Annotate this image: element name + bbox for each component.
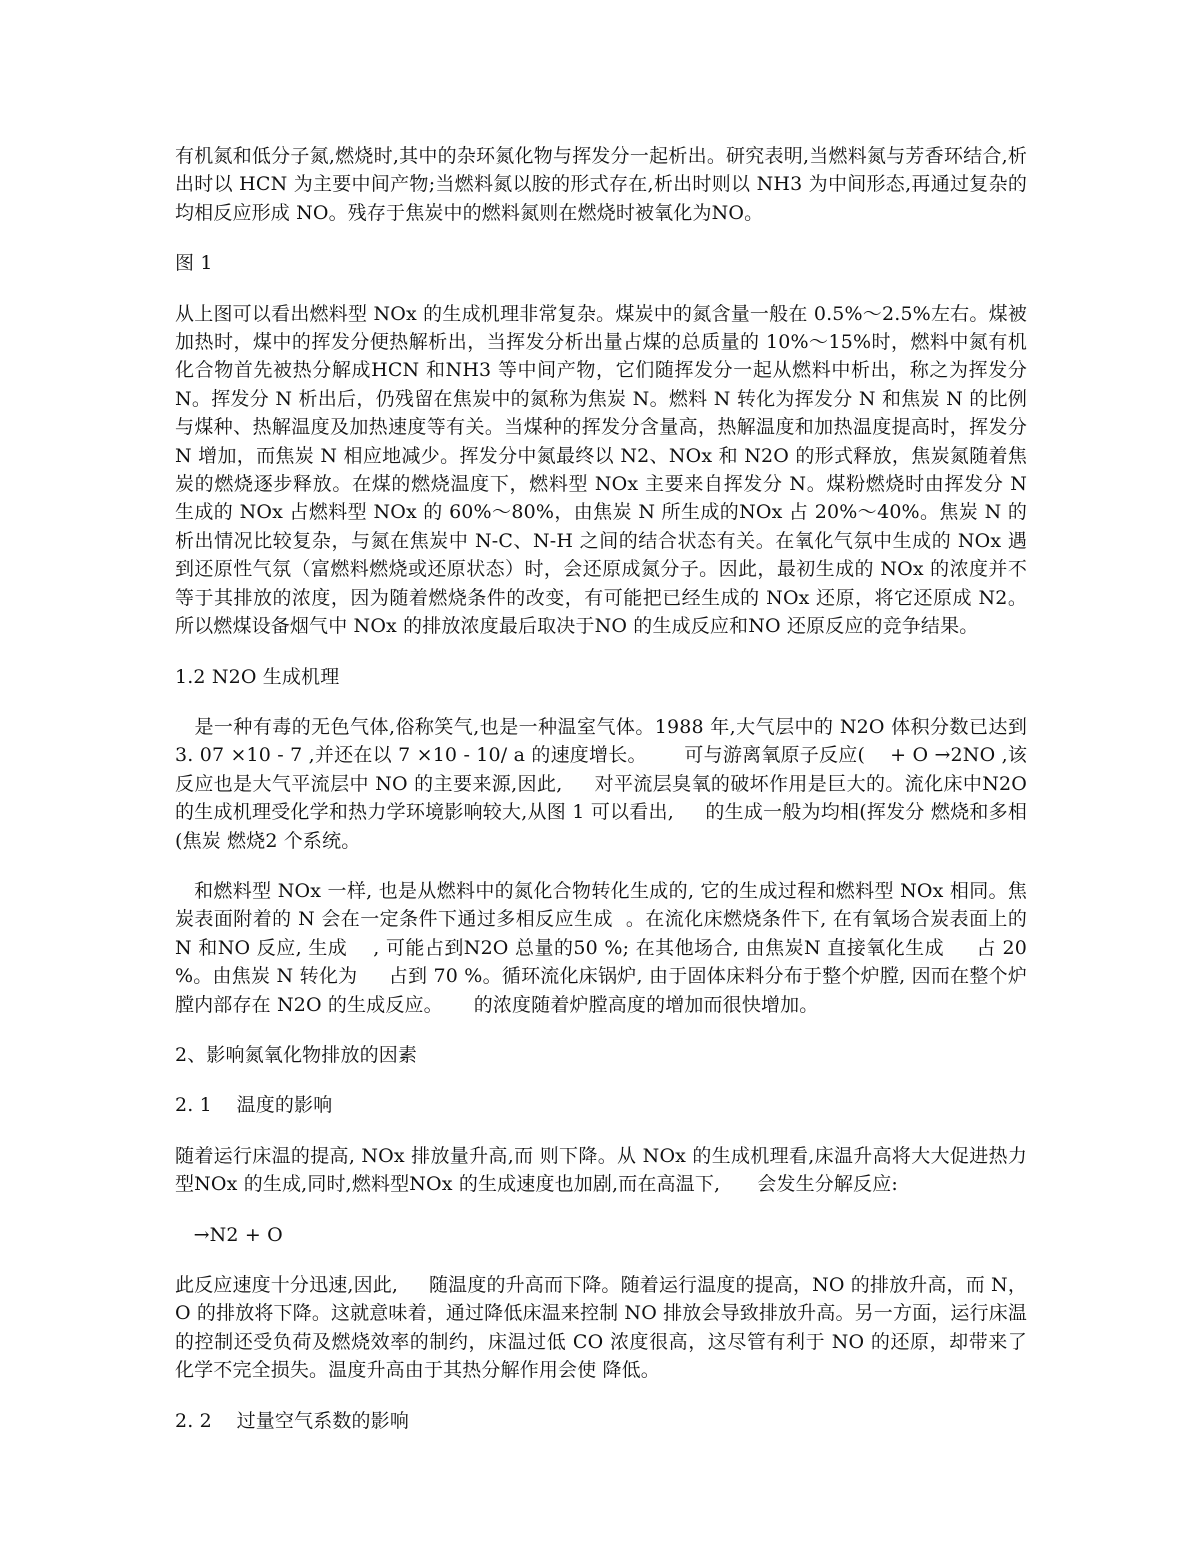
- paragraph-fuel-nitrogen-release: 有机氮和低分子氮,燃烧时,其中的杂环氮化物与挥发分一起析出。研究表明,当燃料氮与芳香环结合,析出时以 HCN 为主要中间产物;当燃料氮以胺的形式存在,析出时则以 NH3 为中间形态,再通过复杂的均相反应形成 NO。残存于焦炭中的燃料氮则在燃烧时被氧化为NO。: [175, 145, 1027, 224]
- document-page: [175, 142, 1034, 1435]
- section-heading-2-1: 2. 1 温度的影响: [175, 1094, 333, 1117]
- paragraph-n2o-properties: 是一种有毒的无色气体,俗称笑气,也是一种温室气体。1988 年,大气层中的 N2O 体积分数已达到 3. 07 ×10 - 7 ,并还在以 7 ×10 - 10/ a 的速度增长。 可与游离氧原子反应( + O →2NO ,该反应也是大气平流层中 NO 的主要来源,因此, 对平流层臭氧的破坏作用是巨大的。流化床中N2O 的生成机理受化学和热力学环境影响较大,从图 1 可以看出, 的生成一般为均相(挥发分 燃烧和多相(焦炭 燃烧2 个系统。: [175, 715, 1034, 852]
- section-heading-1-2: 1.2 N2O 生成机理: [175, 665, 340, 688]
- reaction-equation: →N2 + O: [175, 1223, 283, 1246]
- paragraph-temperature-discussion: 此反应速度十分迅速,因此, 随温度的升高而下降。随着运行温度的提高，NO 的排放升高，而 N，O 的排放将下降。这就意味着，通过降低床温来控制 NO 排放会导致排放升高。另一方面，运行床温的控制还受负荷及燃烧效率的制约，床温过低 CO 浓度很高，这尽管有利于 NO 的还原，却带来了化学不完全损失。温度升高由于其热分解作用会使 降低。: [175, 1274, 1027, 1382]
- paragraph-n2o-formation: 和燃料型 NOx 一样, 也是从燃料中的氮化合物转化生成的, 它的生成过程和燃料型 NOx 相同。焦炭表面附着的 N 会在一定条件下通过多相反应生成 。在流化床燃烧条件下, 在有氧场合炭表面上的N 和NO 反应, 生成 , 可能占到N2O 总量的50 %; 在其他场合, 由焦炭N 直接氧化生成 占 20 %。由焦炭 N 转化为 占到 70 %。循环流化床锅炉, 由于固体床料分布于整个炉膛, 因而在整个炉膛内部存在 N2O 的生成反应。 的浓度随着炉膛高度的增加而很快增加。: [175, 879, 1034, 1016]
- figure-caption: 图 1: [175, 252, 213, 275]
- paragraph-temperature-effect: 随着运行床温的提高, NOx 排放量升高,而 则下降。从 NOx 的生成机理看,床温升高将大大促进热力型NOx 的生成,同时,燃料型NOx 的生成速度也加剧,而在高温下, 会发生分解反应:: [175, 1144, 1027, 1196]
- paragraph-fuel-nox-mechanism: 从上图可以看出燃料型 NOx 的生成机理非常复杂。煤炭中的氮含量一般在 0.5%～2.5%左右。煤被加热时，煤中的挥发分便热解析出，当挥发分析出量占煤的总质量的 10%～15%时，燃料中氮有机化合物首先被热分解成HCN 和NH3 等中间产物，它们随挥发分一起从燃料中析出，称之为挥发分 N。挥发分 N 析出后，仍残留在焦炭中的氮称为焦炭 N。燃料 N 转化为挥发分 N 和焦炭 N 的比例与煤种、热解温度及加热速度等有关。当煤种的挥发分含量高，热解温度和加热温度提高时，挥发分 N 增加，而焦炭 N 相应地减少。挥发分中氮最终以 N2、NOx 和 N2O 的形式释放，焦炭氮随着焦炭的燃烧逐步释放。在煤的燃烧温度下，燃料型 NOx 主要来自挥发分 N。煤粉燃烧时由挥发分 N 生成的 NOx 占燃料型 NOx 的 60%～80%，由焦炭 N 所生成的NOx 占 20%～40%。焦炭 N 的析出情况比较复杂，与氮在焦炭中 N-C、N-H 之间的结合状态有关。在氧化气氛中生成的 NOx 遇到还原性气氛（富燃料燃烧或还原状态）时，会还原成氮分子。因此，最初生成的 NOx 的浓度并不等于其排放的浓度，因为随着燃烧条件的改变，有可能把已经生成的 NOx 还原，将它还原成 N2。所以燃煤设备烟气中 NOx 的排放浓度最后取决于NO 的生成反应和NO 还原反应的竞争结果。: [175, 302, 1034, 638]
- section-heading-2: 2、影响氮氧化物排放的因素: [175, 1043, 418, 1066]
- section-heading-2-2: 2. 2 过量空气系数的影响: [175, 1409, 409, 1432]
